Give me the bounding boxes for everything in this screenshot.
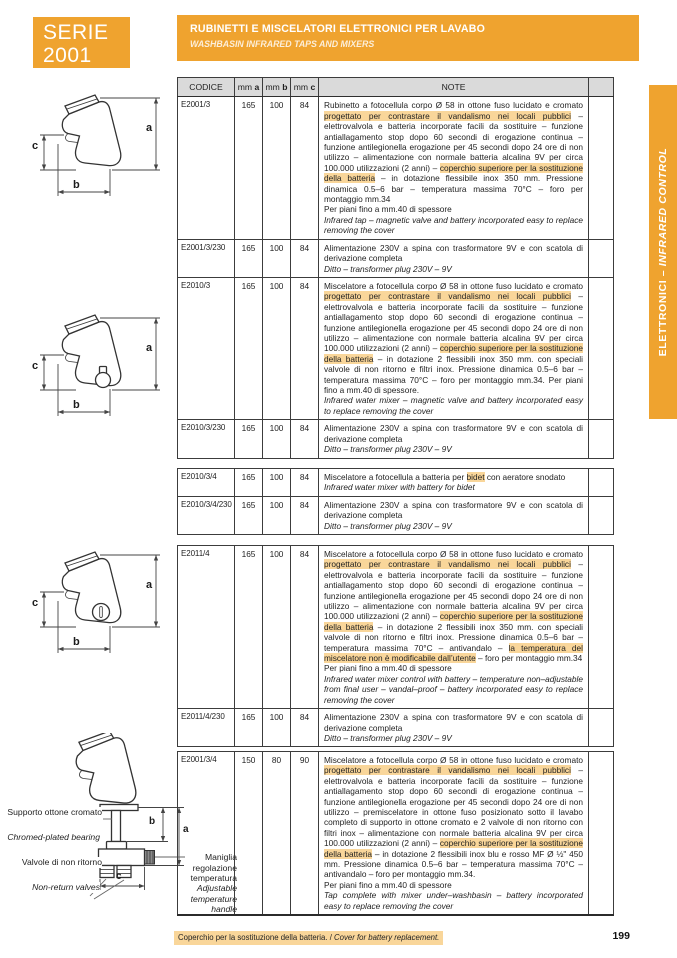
series-label: SERIE [43,21,109,44]
note-text: – elettrovalvola e batteria incorporate facili da sostituire – funzione antiallagamento stop dopo 60 secondi di erogazione continua – funzione antilegionella erogazione per 45 secondi dopo 24 ore di non utilizzo – premiscelatore in ottone fuso posizionato sotto il lavabo completo di supporto in ottone cromato e 2 valvole di non ritorno con filtri inox – alimentazione con normale batteria alcalina 9V per circa 100.000 utilizzazioni (2 anni) – [324,765,584,849]
table-row [178,546,614,709]
page-header [177,15,639,61]
dim-label-b: b [73,399,80,411]
note-paragraph-it [324,204,583,214]
note-text: con aeratore snodato [484,472,566,482]
note-text: – in dotazione 2 flessibili inox blu e rosso MF Ø ½" 450 mm. Pressione dinamica 0.5–6 bar – temperatura massima 70°C – antivandalo – foro per montaggio mm.34. [324,848,583,880]
note-paragraph-it [324,281,583,395]
note-paragraph-it [324,755,583,880]
table-row [178,97,614,239]
note-paragraph-it [324,423,583,444]
note-paragraph-en [324,395,583,416]
note-paragraph-en [324,215,583,236]
dim-label-a: a [146,579,153,591]
note-text: Alimentazione 230V a spina con trasformatore 9V e con scatola di derivazione completa [324,242,583,264]
mm-c-cell: 84 [291,97,319,239]
codice-cell: E2010/3/4/230 [178,496,235,534]
mm-b-cell: 100 [263,496,291,534]
table-row [178,239,614,277]
mm-c-cell: 84 [291,278,319,420]
mm-b-cell: 100 [263,546,291,709]
highlighted-text: progettato per contrastare il vandalismo nei locali pubblici [324,559,571,570]
blank-cell [589,420,614,458]
codice-cell: E2010/3/4 [178,469,235,497]
blank-cell [589,239,614,277]
note-text: Alimentazione 230V a spina con trasformatore 9V e con scatola di derivazione completa [324,423,583,444]
tap-drawing-screw [18,549,168,664]
dim-label-a: a [183,824,189,835]
series-brand-box [33,17,130,68]
dim-label-a: a [146,342,153,354]
callout-handle-en: Adjustable temperature handle [185,883,237,915]
blank-cell [589,469,614,497]
mm-c-cell: 84 [291,546,319,709]
note-text: – in dotazione flessibile inox 350 mm. Pressione dinamica 0.5–6 bar – temperatura massima 70°C – foro per montaggio mm.34 [324,173,583,205]
mm-a-cell: 165 [235,469,263,497]
note-paragraph-it [324,472,583,482]
callout-bearing-it: Supporto ottone cromato [0,807,102,818]
note-paragraph-it [324,880,583,890]
highlighted-text: progettato per contrastare il vandalismo nei locali pubblici [324,110,571,121]
mm-a-cell: 165 [235,239,263,277]
tap-drawing-knob [18,312,168,427]
highlighted-text: coperchio superiore per la sostituzione della batteria [324,343,583,364]
footer-note-en: Cover for battery replacement. [334,933,440,942]
note-text: Per piani fino a mm.40 di spessore [324,663,452,674]
note-cell [319,278,589,420]
note-text: – elettrovalvola e batteria incorporate facili da sostituire – funzione antiallagamento stop dopo 60 secondi di erogazione continua – funzione antilegionella erogazione per 45 secondi dopo 24 ore di non utilizzo – alimentazione con normale batteria alcalina 9V per circa 100.000 utilizzazioni (2 anni) – [324,110,584,173]
note-text: – in dotazione 2 flessibili inox 350 mm. con speciali valvole di non ritorno e filtri inox. Pressione dinamica 0.5–6 bar – temperatura massima 70°C – antivandalo – [324,621,583,653]
column-header-mm-a: mm a [235,78,263,97]
mm-c-cell: 84 [291,239,319,277]
footer-note-sep: / [327,933,335,942]
note-cell [319,420,589,458]
note-cell [319,97,589,239]
highlighted-text: progettato per contrastare il vandalismo nei locali pubblici [324,765,571,776]
note-text: Infrared water mixer – magnetic valve and battery incorporated easy to replace removing the cover [324,395,583,416]
note-text: – elettrovalvola e batteria incorporate facili da sostituire – funzione antiallagamento stop dopo 60 secondi di erogazione continua – funzione antilegionella erogazione per 45 secondi dopo 24 ore di non utilizzo – alimentazione con normale batteria alcalina 9V per circa 100.000 utilizzazioni (2 anni) – [324,559,584,622]
note-paragraph-it [324,712,583,733]
blank-cell [589,752,614,916]
highlighted-text: coperchio superiore per la sostituzione della batteria [324,162,583,184]
note-text: Ditto – transformer plug 230V – 9V [324,732,452,743]
column-header-codice: CODICE [178,78,235,97]
mm-a-cell: 165 [235,546,263,709]
page-title: RUBINETTI E MISCELATORI ELETTRONICI PER LAVABO [190,23,486,35]
column-header-blank [589,78,614,97]
note-cell [319,709,589,747]
note-paragraph-en [324,521,583,531]
footer-note [174,931,443,945]
codice-cell: E2010/3 [178,278,235,420]
mm-c-cell: 84 [291,709,319,747]
note-text: Ditto – transformer plug 230V – 9V [324,263,452,274]
mm-a-cell: 150 [235,752,263,916]
blank-cell [589,496,614,534]
codice-cell: E2011/4 [178,546,235,709]
dim-label-b: b [73,179,80,191]
note-paragraph-en [324,674,583,705]
codice-cell: E2001/3 [178,97,235,239]
page-subtitle: WASHBASIN INFRARED TAPS AND MIXERS [190,39,375,49]
mm-b-cell: 100 [263,709,291,747]
mm-a-cell: 165 [235,496,263,534]
note-cell [319,752,589,916]
note-cell [319,546,589,709]
table-row [178,496,614,534]
codice-cell: E2011/4/230 [178,709,235,747]
table-row [178,709,614,747]
table-row [178,278,614,420]
column-header-mm-c: mm c [291,78,319,97]
table-row [178,752,614,916]
mm-c-cell: 84 [291,469,319,497]
highlighted-text: coperchio superiore per la sostituzione della batteria [324,611,583,632]
note-text: Miscelatore a fotocellula corpo Ø 58 in ottone fuso lucidato e cromato [324,281,583,291]
table-row [178,420,614,458]
tap-drawing-knob-svg [18,312,168,427]
note-text: Rubinetto a fotocellula corpo Ø 58 in ottone fuso lucidato e cromato [324,100,583,111]
note-paragraph-en [324,482,583,492]
note-text: Ditto – transformer plug 230V – 9V [324,520,452,531]
page-number: 199 [612,930,630,942]
mm-b-cell: 100 [263,239,291,277]
note-text: Infrared water mixer control with battery – temperature non–adjustable from final user – vandal–proof – battery incorporated easy to replace removing the cover [324,673,583,705]
note-text: Miscelatore a fotocellula corpo Ø 58 in ottone fuso lucidato e cromato [324,549,583,559]
callout-bearing-en: Chromed-plated bearing [0,832,100,843]
note-paragraph-it [324,500,583,521]
note-cell [319,496,589,534]
note-text: Infrared water mixer with battery for bidet [324,482,475,493]
note-paragraph-it [324,100,583,204]
mm-b-cell: 100 [263,469,291,497]
category-label-en: INFRARED CONTROL [657,147,669,267]
mm-c-cell: 90 [291,752,319,916]
catalog-table-block [177,277,614,459]
catalog-table-block [177,77,614,278]
note-paragraph-it [324,663,583,673]
category-label-it: ELETTRONICI – [657,266,669,357]
note-text: Miscelatore a fotocellula corpo Ø 58 in ottone fuso lucidato e cromato [324,755,583,765]
codice-cell: E2001/3/230 [178,239,235,277]
note-paragraph-en [324,444,583,454]
dim-label-a: a [146,122,153,134]
highlighted-text: coperchio superiore per la sostituzione della batteria [324,838,583,859]
highlighted-text: la temperatura del miscelatore non è modificabile dall’utente [324,642,584,664]
dim-label-b: b [149,816,156,827]
codice-cell: E2001/3/4 [178,752,235,916]
blank-cell [589,709,614,747]
callout-valves-it: Valvole di non ritorno [0,857,102,868]
series-number: 2001 [43,44,92,67]
column-header-mm-b: mm b [263,78,291,97]
tap-drawing-basic [18,92,168,207]
note-paragraph-it [324,243,583,264]
mm-b-cell: 100 [263,278,291,420]
category-strip [649,85,677,419]
mm-c-cell: 84 [291,496,319,534]
codice-cell: E2010/3/230 [178,420,235,458]
dim-label-c: c [32,140,39,152]
note-text: Alimentazione 230V a spina con trasformatore 9V e con scatola di derivazione completa [324,712,583,733]
note-text: – foro per montaggio mm.34 [475,653,583,664]
dim-label-c: c [116,871,122,882]
dim-label-b: b [73,636,80,648]
note-cell [319,239,589,277]
note-paragraph-it [324,549,583,663]
note-text: – in dotazione 2 flessibili inox 350 mm. con speciali valvole di non ritorno e filtri inox. Pressione dinamica 0.5–6 bar – temperatura massima 70°C – foro per montaggio mm.34. Per piani fino a mm.40 di spessore. [324,353,583,396]
blank-cell [589,546,614,709]
dim-label-c: c [32,360,39,372]
column-header-note: NOTE [319,78,589,97]
mm-c-cell: 84 [291,420,319,458]
callout-handle-it: Maniglia regolazione temperatura [185,852,237,884]
note-text: Infrared tap – magnetic valve and battery incorporated easy to replace removing the cover [324,214,583,236]
mm-b-cell: 100 [263,420,291,458]
dim-label-c: c [32,597,39,609]
note-text: Tap complete with mixer under–washbasin – battery incorporated easy to replace removing the cover [324,890,583,911]
tap-drawing-basic-svg [18,92,168,207]
catalog-table-block [177,545,614,747]
note-paragraph-en [324,264,583,274]
blank-cell [589,97,614,239]
highlighted-text: progettato per contrastare il vandalismo nei locali pubblici [324,291,571,302]
mm-b-cell: 80 [263,752,291,916]
note-text: Ditto – transformer plug 230V – 9V [324,444,452,455]
note-paragraph-en [324,890,583,911]
footer-note-it: Coperchio per la sostituzione della batteria. [178,933,328,942]
note-text: – elettrovalvola e batteria incorporate facili da sostituire – funzione antiallagamento stop dopo 60 secondi di erogazione continua – funzione antilegionella erogazione per 45 secondi dopo 24 ore di non utilizzo – alimentazione con normale batteria alcalina 9V per circa 100.000 utilizzazioni (2 anni) – [324,291,584,354]
note-text: Per piani fino a mm.40 di spessore [324,204,452,215]
callout-valves-en: Non-return valves [0,882,100,893]
mm-b-cell: 100 [263,97,291,239]
mm-a-cell: 165 [235,97,263,239]
category-strip-text [657,148,669,357]
highlighted-text: bidet [466,472,485,482]
catalog-table-block [177,468,614,535]
mm-a-cell: 165 [235,278,263,420]
note-text: Miscelatore a fotocellula a batteria per [324,472,467,482]
table-header-row [178,78,614,97]
catalog-table-block [177,751,614,916]
blank-cell [589,278,614,420]
table-row [178,469,614,497]
note-paragraph-en [324,733,583,743]
note-text: Per piani fino a mm.40 di spessore [324,879,452,890]
mm-a-cell: 165 [235,420,263,458]
tap-drawing-screw-svg [18,549,168,664]
mm-a-cell: 165 [235,709,263,747]
note-cell [319,469,589,497]
note-text: Alimentazione 230V a spina con trasformatore 9V e con scatola di derivazione completa [324,499,583,521]
